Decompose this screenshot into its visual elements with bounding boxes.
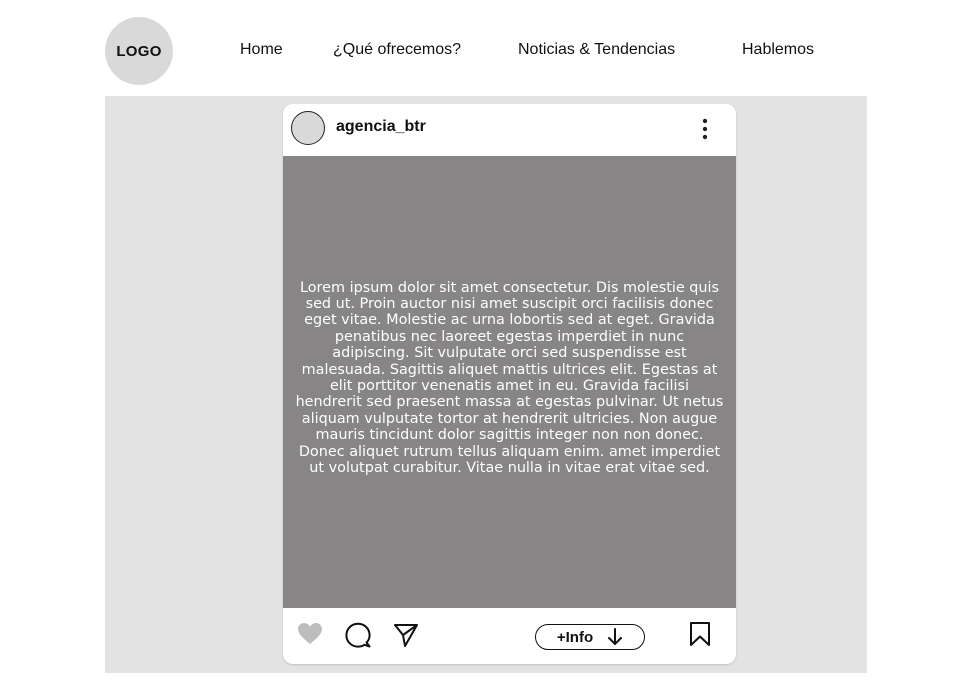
post-username[interactable]: agencia_btr	[336, 118, 426, 135]
more-vertical-icon[interactable]	[695, 116, 715, 142]
send-icon[interactable]	[391, 620, 421, 650]
nav-item-que-ofrecemos[interactable]: ¿Qué ofrecemos?	[333, 41, 462, 58]
nav-item-home[interactable]: Home	[240, 41, 283, 58]
avatar[interactable]	[291, 111, 325, 145]
post-media	[283, 156, 736, 608]
comment-icon[interactable]	[343, 620, 373, 650]
info-button[interactable]	[535, 624, 645, 650]
bookmark-icon[interactable]	[687, 619, 713, 649]
info-button-label: +Info	[556, 628, 594, 646]
social-post-card	[283, 104, 736, 664]
nav-item-noticias[interactable]: Noticias & Tendencias	[518, 41, 676, 58]
logo-text: LOGO	[116, 42, 162, 60]
arrow-down-icon	[607, 628, 623, 646]
logo[interactable]	[105, 17, 173, 85]
heart-icon[interactable]	[296, 620, 324, 648]
nav-item-hablemos[interactable]: Hablemos	[742, 41, 815, 58]
post-caption: Lorem ipsum dolor sit amet consectetur. Dis molestie quis sed ut. Proin auctor nisi amet suscipit orci facilisis donec eget vitae. Molestie ac urna lobortis sed at eget. Gravida penatibus nec laoreet egestas imperdiet in nunc adipiscing. Sit vulputate orci sed suspendisse est malesuada. Sagittis aliquet mattis ultrices elit. Egestas at elit porttitor venenatis amet in eu. Gravida facilisi hendrerit sed praesent massa at egestas pulvinar. Ut netus aliquam vulputate tortor at hendrerit ultricies. Non augue mauris tincidunt dolor sagittis integer non non donec. Donec aliquet rutrum tellus aliquam enim. amet imperdiet ut volutpat curabitur. Vitae nulla in vitae erat vitae sed.	[295, 279, 724, 477]
